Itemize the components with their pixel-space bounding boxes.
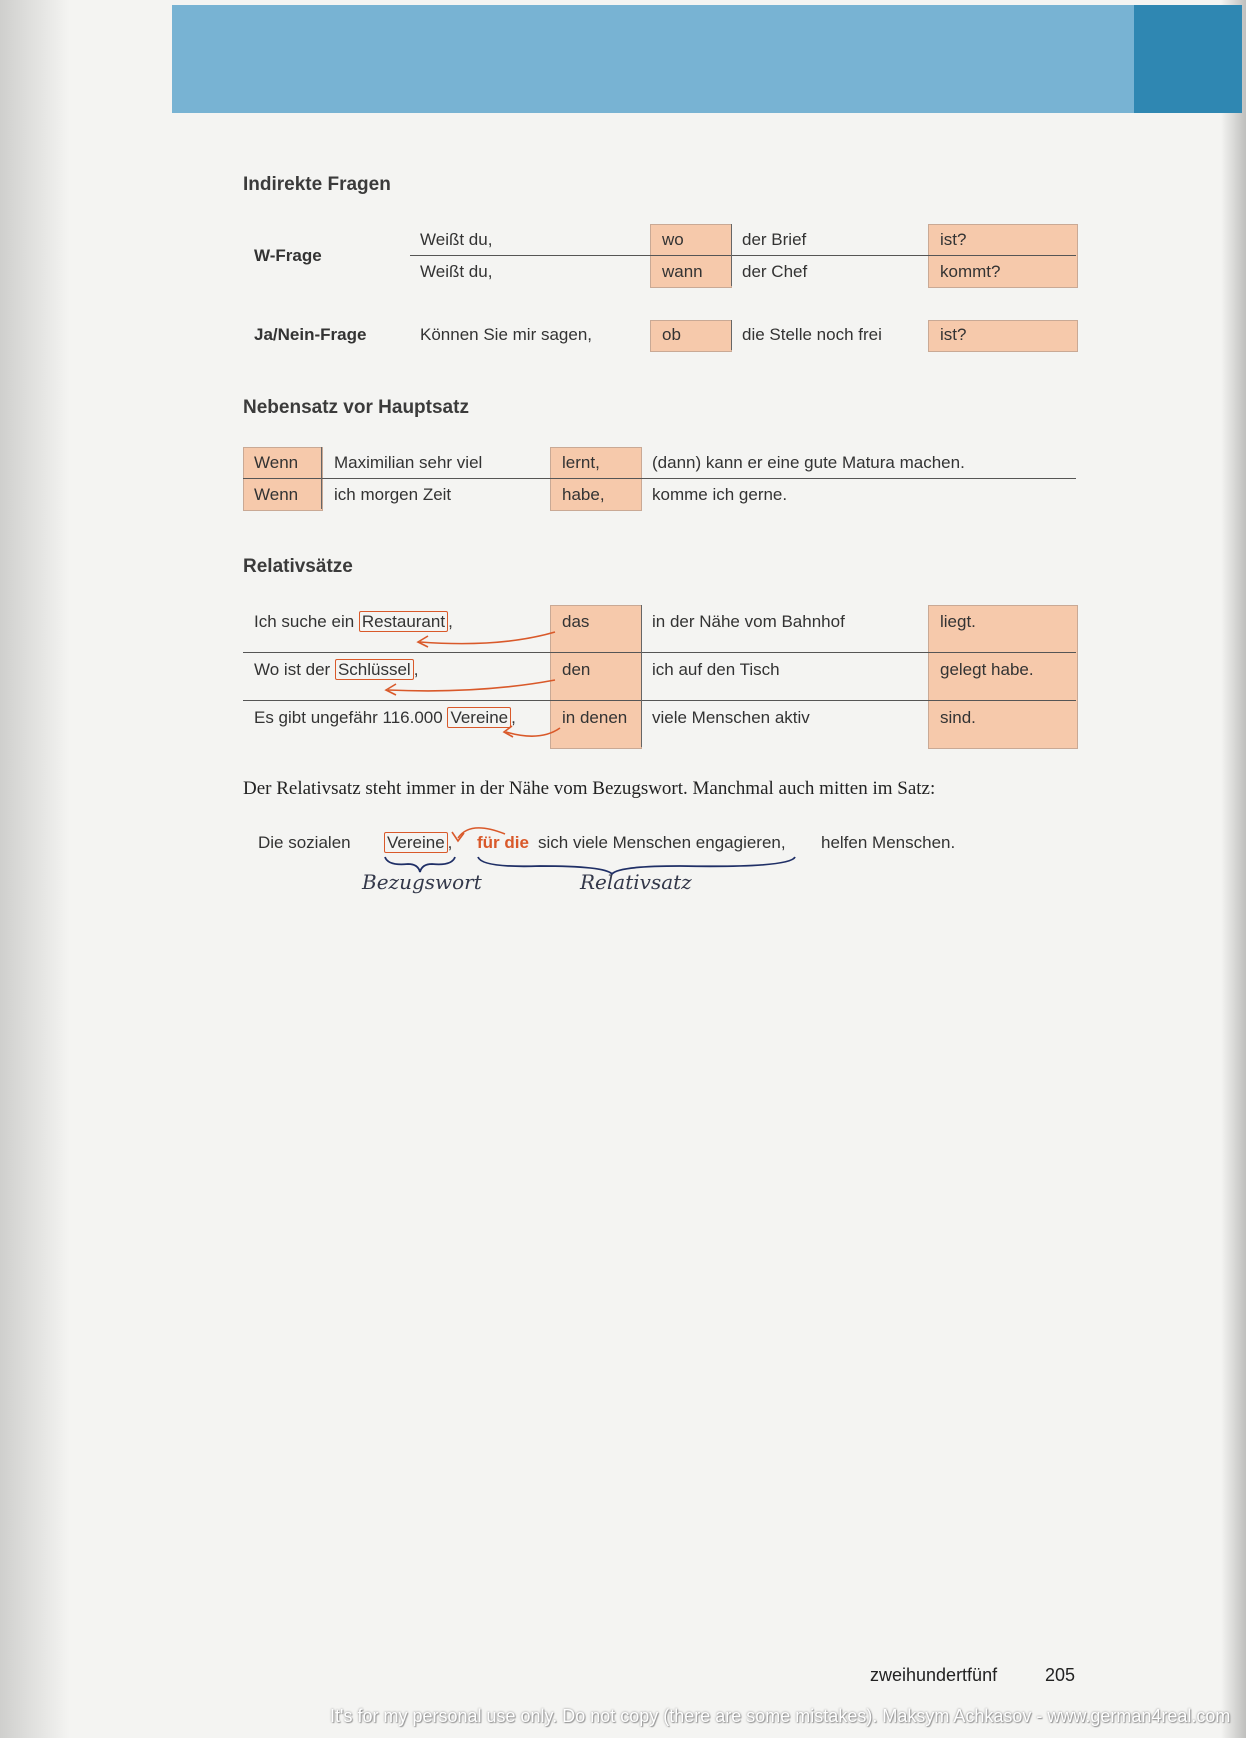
page-number: 205 [1045,1665,1076,1685]
clause-middle: ich auf den Tisch [652,660,780,679]
relative-pronoun: in denen [562,708,628,727]
clause-verb: sind. [940,708,976,727]
clause-middle: der Chef [742,262,808,281]
clause-verb: kommt? [940,262,1001,281]
comma: , [413,660,419,679]
watermark: It's for my personal use only. Do not copy (there are some mistakes). Maksym Achkasov - www.german4real.com [330,1706,1231,1726]
handwritten-relativsatz: Relativsatz [580,870,692,894]
reference-noun: Restaurant [359,611,448,632]
example-relative-pronoun: für die [477,833,529,852]
main-clause-start: Es gibt ungefähr 116.000 [254,708,448,727]
intro-text: Können Sie mir sagen, [420,325,592,344]
conjunction: Wenn [254,485,299,504]
clause-verb: gelegt habe. [940,660,1034,679]
example-reference [384,833,452,853]
handwritten-bezugswort: Bezugswort [362,870,482,894]
main-clause: komme ich gerne. [652,485,788,504]
clause-middle: Maximilian sehr viel [334,453,483,472]
clause-verb: liegt. [940,612,976,631]
intro-text: Weißt du, [420,262,493,281]
reference-noun: Vereine [384,832,448,853]
clause-verb: lernt, [562,453,600,472]
question-word: wo [662,230,684,249]
ja-nein-frage-label: Ja/Nein-Frage [254,325,367,344]
page-number-word: zweihundertfünf [870,1665,998,1685]
relative-pronoun: das [562,612,590,631]
reference-noun: Schlüssel [335,659,414,680]
arrowhead [504,726,513,737]
clause-verb: habe, [562,485,605,504]
example-start: Die sozialen [258,833,351,852]
example-relative-clause: sich viele Menschen engagieren, [538,833,786,852]
arrow-vereine [506,728,560,736]
clause-middle: viele Menschen aktiv [652,708,810,727]
main-clause-start: Ich suche ein [254,612,359,631]
clause-verb: ist? [940,230,967,249]
clause-middle: in der Nähe vom Bahnhof [652,612,845,631]
section-title-nebensatz: Nebensatz vor Hauptsatz [243,397,469,418]
reference-noun: Vereine [447,707,511,728]
rule-note: Der Relativsatz steht immer in der Nähe vom Bezugswort. Manchmal auch mitten im Satz: [243,778,936,799]
comma: , [448,612,453,631]
w-frage-label: W-Frage [254,246,322,265]
section-title-indirekte-fragen: Indirekte Fragen [243,174,391,195]
section-title-relativsaetze: Relativsätze [243,556,353,577]
clause-middle: der Brief [742,230,807,249]
arrow-schluessel [388,680,555,691]
conjunction: Wenn [254,453,299,472]
main-clause-start: Wo ist der [254,660,335,679]
comma: , [511,708,516,727]
intro-text: Weißt du, [420,230,493,249]
clause-middle: ich morgen Zeit [334,485,452,504]
clause-middle: die Stelle noch frei [742,325,882,344]
arrow-restaurant [420,632,555,644]
relative-pronoun: den [562,660,591,679]
clause-verb: ist? [940,325,967,344]
main-clause: (dann) kann er eine gute Matura machen. [652,453,965,472]
comma: , [447,833,453,852]
question-word: wann [662,262,703,281]
example-end: helfen Menschen. [821,833,956,852]
question-word: ob [662,325,681,344]
